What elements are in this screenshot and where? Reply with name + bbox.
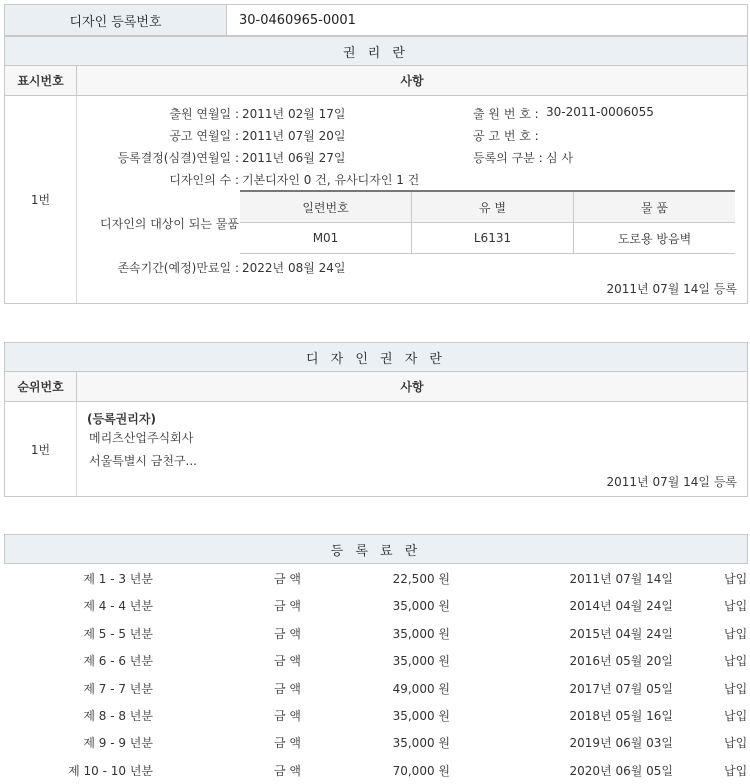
col-matter: 사항 <box>400 380 424 394</box>
fee-label: 금 액 <box>274 654 301 669</box>
rights-stamp: 2011년 07월 14일 등록 <box>606 282 737 296</box>
fee-period: 제 7 - 7 년분 <box>83 681 153 696</box>
holder-title: 디 자 인 권 자 란 <box>5 342 747 372</box>
rights-title: 권 리 란 <box>5 36 747 66</box>
rights-row-number: 1번 <box>5 96 77 303</box>
fee-row <box>0 591 750 618</box>
app-date-label: 출원 연월일 : <box>169 107 239 121</box>
items-article: 도로용 방음벽 <box>617 231 692 246</box>
holder-address: 서울특별시 금천구... <box>89 454 197 468</box>
fee-label: 금 액 <box>274 736 301 751</box>
fee-row <box>0 756 750 783</box>
pub-no-label: 공 고 번 호 : <box>473 129 539 143</box>
fee-row <box>0 674 750 701</box>
fee-amount: 35,000 원 <box>392 709 450 723</box>
fee-amount: 22,500 원 <box>392 572 450 586</box>
fee-period: 제 10 - 10 년분 <box>68 763 153 778</box>
table-row <box>240 223 735 254</box>
fee-period: 제 5 - 5 년분 <box>83 626 153 641</box>
fee-label: 금 액 <box>274 572 301 586</box>
fee-period: 제 9 - 9 년분 <box>83 736 153 751</box>
items-header-serial: 일련번호 <box>240 192 412 222</box>
registration-number: 30-0460965-0001 <box>239 12 356 28</box>
fee-amount: 35,000 원 <box>392 626 450 641</box>
fee-row <box>0 564 750 591</box>
holder-heading: (등록권리자) <box>87 412 156 426</box>
fee-status: 납입 <box>724 654 748 669</box>
col-rank-number: 순위번호 <box>5 372 77 401</box>
design-count: 기본디자인 0 건, 유사디자인 1 건 <box>242 173 420 187</box>
count-label: 디자인의 수 : <box>169 173 239 187</box>
pub-date: 2011년 07월 20일 <box>242 129 346 143</box>
fee-amount: 49,000 원 <box>392 681 450 696</box>
fee-status: 납입 <box>724 681 748 696</box>
fee-status: 납입 <box>724 736 748 751</box>
fee-period: 제 8 - 8 년분 <box>83 709 153 723</box>
fee-status: 납입 <box>724 572 748 586</box>
fee-label: 금 액 <box>274 709 301 723</box>
fee-amount: 35,000 원 <box>392 654 450 669</box>
decision-label: 등록결정(심결)연월일 : <box>117 151 239 165</box>
app-no: 30-2011-0006055 <box>546 105 654 119</box>
items-serial: M01 <box>240 223 412 253</box>
fee-status: 납입 <box>724 626 748 641</box>
holder-details <box>77 402 747 496</box>
fee-amount: 35,000 원 <box>392 736 450 751</box>
fee-label: 금 액 <box>274 599 301 614</box>
holder-name: 메리츠산업주식회사 <box>89 431 194 445</box>
fee-status: 납입 <box>724 599 748 614</box>
items-header-class: 유 별 <box>412 192 574 222</box>
fee-date: 2017년 07월 05일 <box>569 681 673 696</box>
holder-row-number: 1번 <box>5 402 77 496</box>
fee-date: 2019년 06월 03일 <box>569 736 673 751</box>
registration-label: 디자인 등록번호 <box>5 5 227 35</box>
rights-details <box>77 96 747 303</box>
expiry-date: 2022년 08월 24일 <box>242 261 346 275</box>
reg-type-label: 등록의 구분 : <box>473 151 543 165</box>
fee-period: 제 4 - 4 년분 <box>83 599 153 614</box>
fee-amount: 35,000 원 <box>392 599 450 614</box>
items-table-header <box>240 192 735 223</box>
fee-row <box>0 701 750 728</box>
fee-status: 납입 <box>724 763 748 778</box>
rights-section <box>4 36 748 304</box>
holder-section <box>4 342 748 497</box>
fee-date: 2015년 04월 24일 <box>569 626 673 641</box>
col-display-number: 표시번호 <box>5 66 77 95</box>
fee-date: 2011년 07월 14일 <box>569 572 673 586</box>
items-table <box>240 190 735 254</box>
fee-date: 2016년 05월 20일 <box>569 654 673 669</box>
fee-row <box>0 646 750 673</box>
expiry-label: 존속기간(예정)만료일 : <box>117 261 239 275</box>
fee-label: 금 액 <box>274 763 301 778</box>
fee-label: 금 액 <box>274 681 301 696</box>
holder-stamp: 2011년 07월 14일 등록 <box>606 475 737 489</box>
fee-row <box>0 619 750 646</box>
items-header-article: 물 품 <box>641 200 668 215</box>
fees-title: 등 록 료 란 <box>4 534 748 564</box>
fee-period: 제 1 - 3 년분 <box>83 572 153 586</box>
app-date: 2011년 02월 17일 <box>242 107 346 121</box>
fee-row <box>0 728 750 755</box>
decision-date: 2011년 06월 27일 <box>242 151 346 165</box>
col-matter: 사항 <box>400 74 424 88</box>
items-class: L6131 <box>412 223 574 253</box>
app-no-label: 출 원 번 호 : <box>473 107 539 121</box>
reg-type: 심 사 <box>546 151 573 165</box>
fee-period: 제 6 - 6 년분 <box>83 654 153 669</box>
fees-section <box>4 534 748 564</box>
fee-status: 납입 <box>724 709 748 723</box>
items-label: 디자인의 대상이 되는 물품 <box>100 217 239 231</box>
pub-date-label: 공고 연월일 : <box>169 129 239 143</box>
fee-label: 금 액 <box>274 626 301 641</box>
fee-date: 2014년 04월 24일 <box>569 599 673 614</box>
fee-amount: 70,000 원 <box>392 763 450 778</box>
fee-date: 2020년 06월 05일 <box>569 763 673 778</box>
registration-header <box>4 4 748 36</box>
fee-date: 2018년 05월 16일 <box>569 709 673 723</box>
